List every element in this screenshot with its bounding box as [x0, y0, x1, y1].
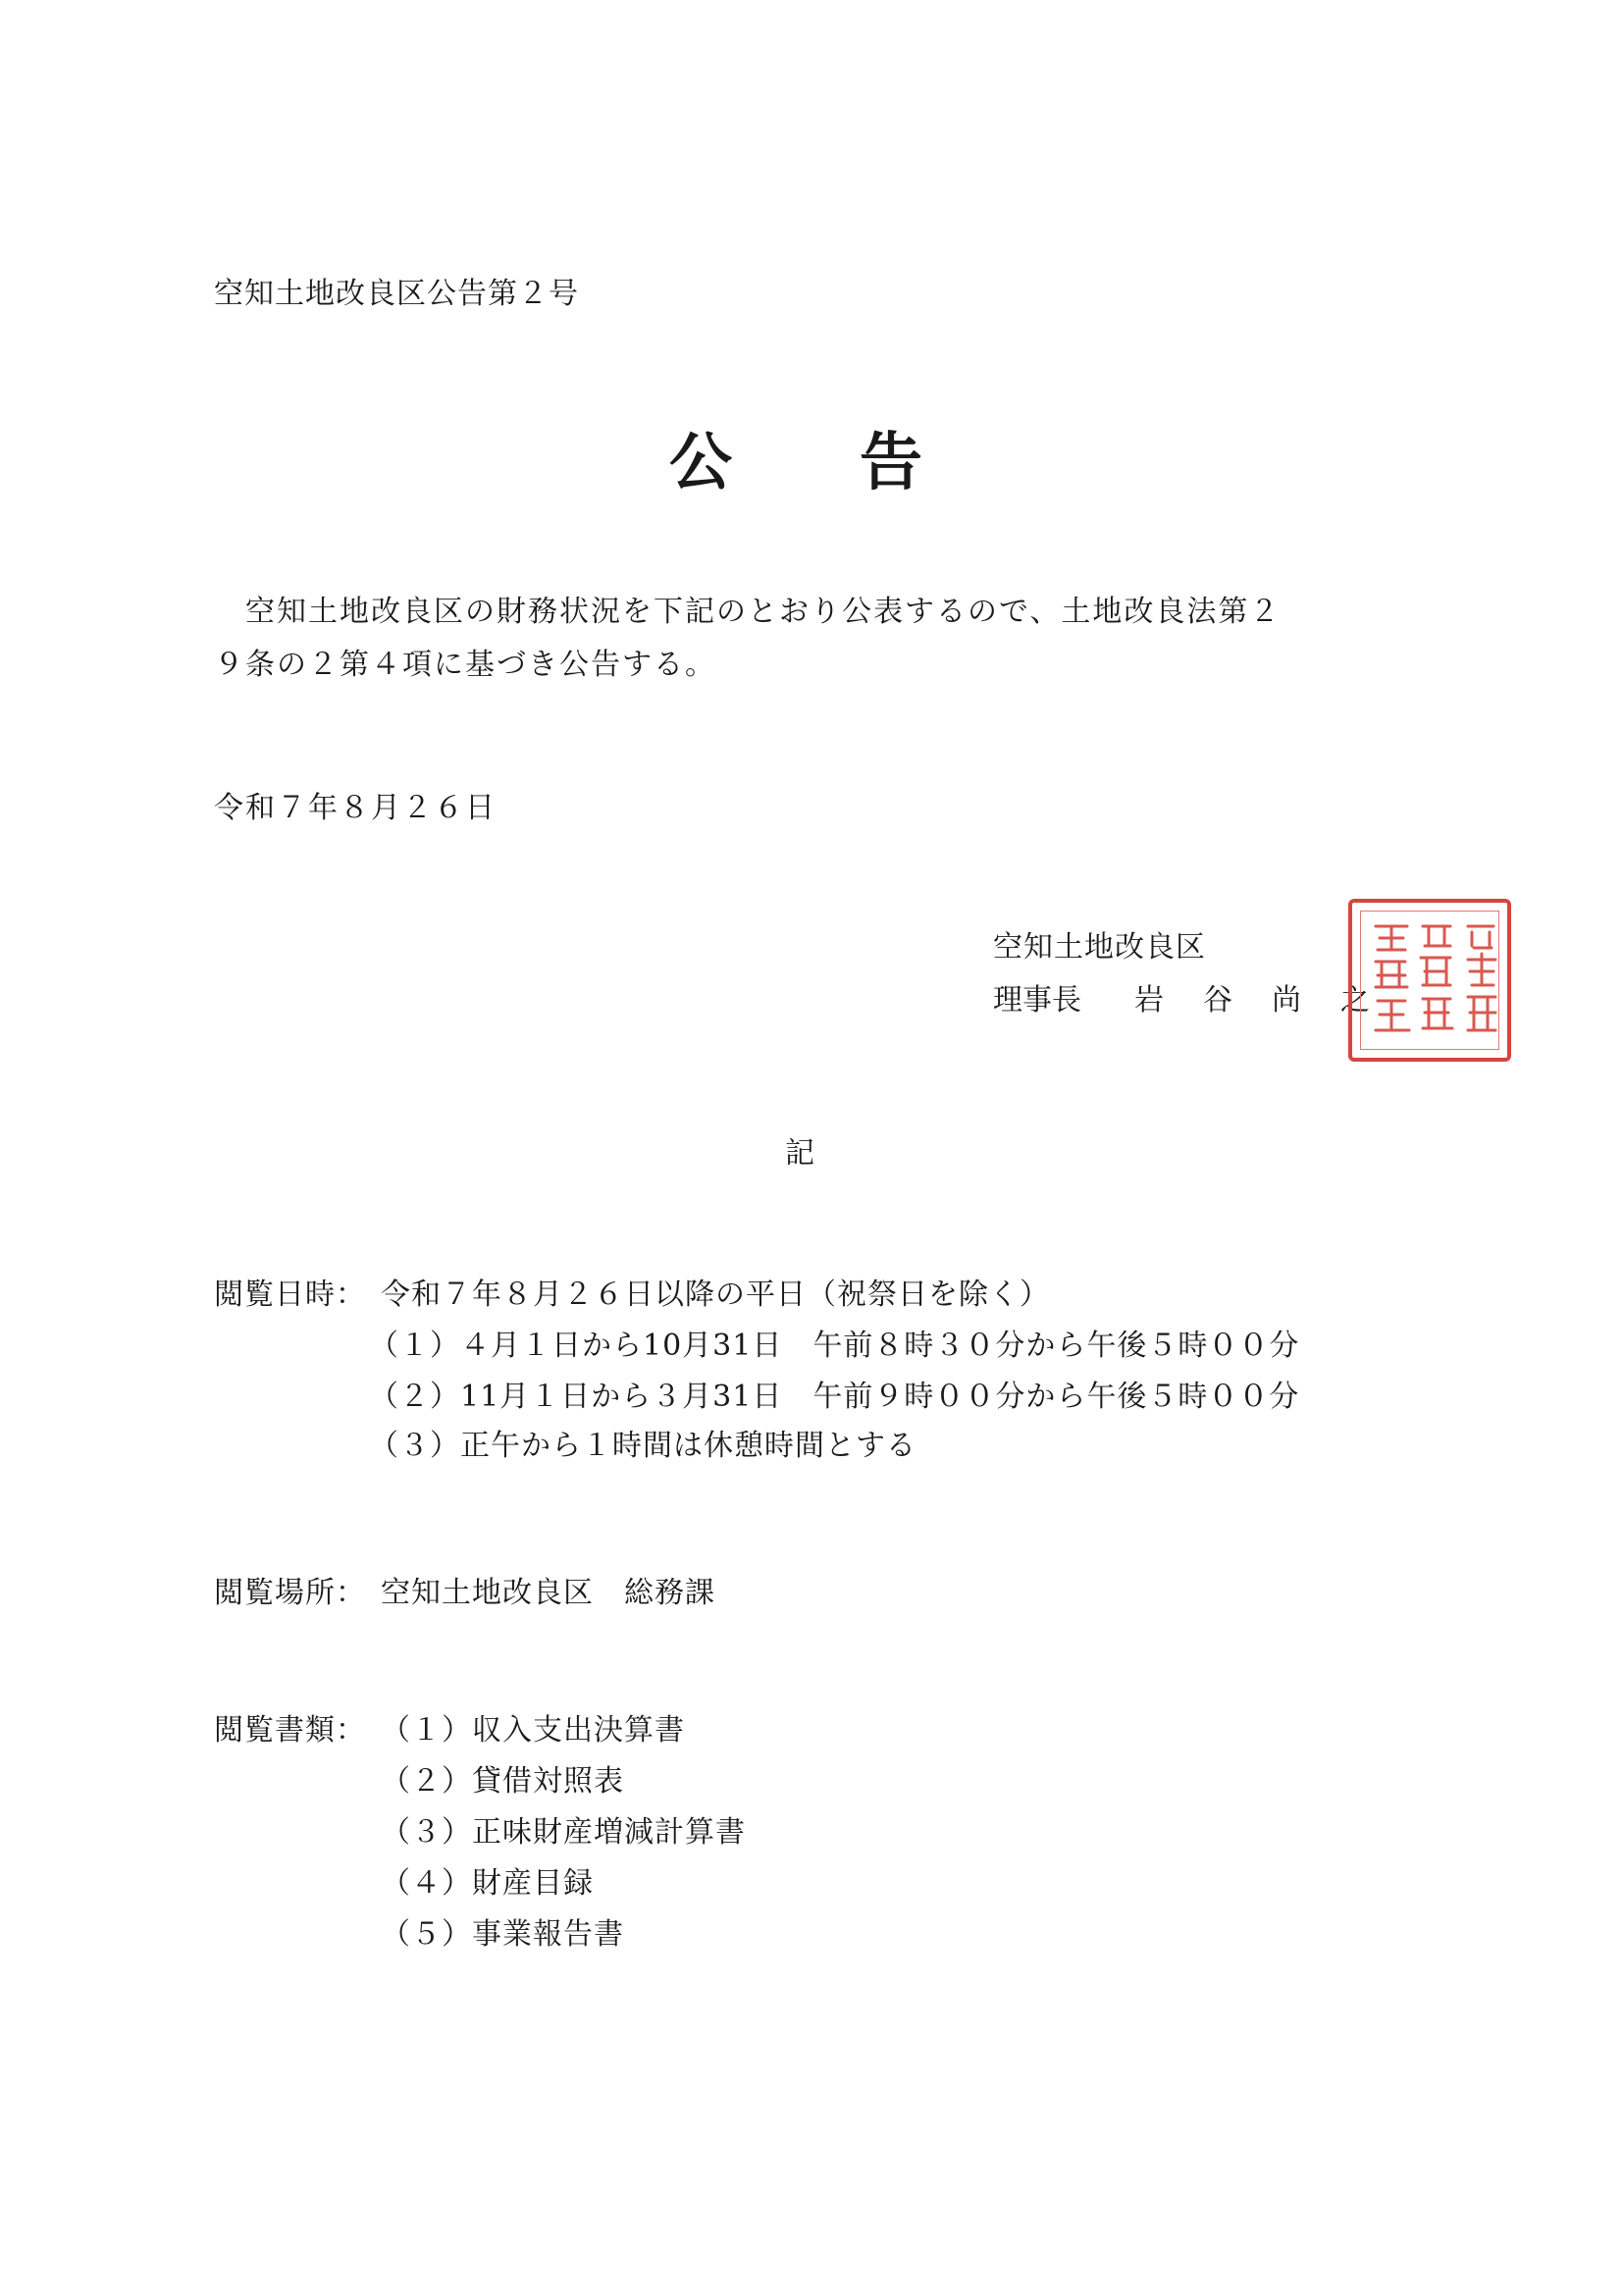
- page-title: 公告: [669, 426, 1050, 499]
- official-seal-icon: [1348, 899, 1511, 1062]
- notice-body-line-1: 空知土地改良区の財務状況を下記のとおり公表するので、土地改良法第２: [214, 595, 1282, 629]
- viewing-document-item: （５）事業報告書: [381, 1917, 624, 1952]
- viewing-datetime-item: （２）11月１日から３月31日 午前９時００分から午後５時００分: [369, 1380, 1300, 1414]
- notice-number: 空知土地改良区公告第２号: [214, 277, 579, 311]
- viewing-datetime-item: （１）４月１日から10月31日 午前８時３０分から午後５時００分: [369, 1329, 1300, 1363]
- viewing-document-item: （４）財産目録: [381, 1866, 594, 1901]
- notice-date: 令和７年８月２６日: [214, 791, 497, 825]
- viewing-document-item: （１）収入支出決算書: [381, 1713, 685, 1748]
- viewing-place-value: 空知土地改良区 総務課: [381, 1576, 715, 1610]
- issuer-organization: 空知土地改良区: [993, 930, 1206, 965]
- viewing-datetime-item: （３）正午から１時間は休憩時間とする: [369, 1429, 916, 1463]
- viewing-datetime-value: 令和７年８月２６日以降の平日（祝祭日を除く）: [381, 1278, 1050, 1312]
- ki-heading: 記: [785, 1136, 814, 1171]
- notice-body-line-2: ９条の２第４項に基づき公告する。: [214, 648, 716, 682]
- viewing-documents-label: 閲覧書類：: [214, 1713, 366, 1748]
- viewing-place-label: 閲覧場所：: [214, 1576, 366, 1610]
- viewing-document-item: （３）正味財産増減計算書: [381, 1815, 746, 1850]
- viewing-datetime-label: 閲覧日時：: [214, 1278, 366, 1312]
- issuer-name: 岩谷尚之: [1134, 983, 1409, 1018]
- viewing-document-item: （２）貸借対照表: [381, 1764, 624, 1799]
- seal-glyph-strokes: [1352, 903, 1515, 1066]
- issuer-position: 理事長: [993, 983, 1081, 1018]
